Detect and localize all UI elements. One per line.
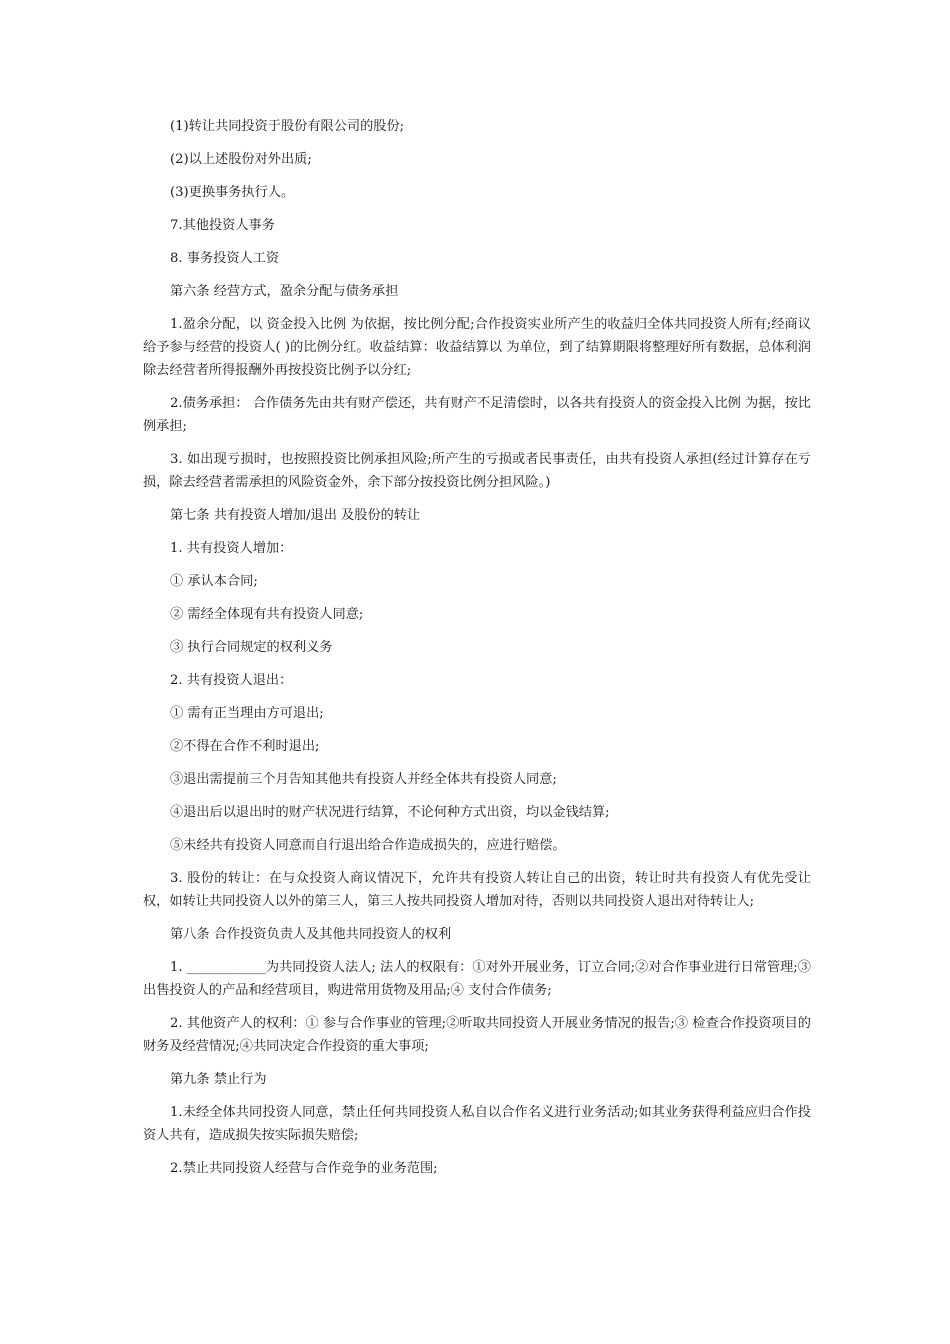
clause-line: ③ 执行合同规定的权利义务 [170, 640, 333, 655]
document-body [143, 115, 811, 1190]
clause-paragraph: 1.盈余分配，以 资金投入比例 为依据，按比例分配;合作投资实业所产生的收益归全体共同投资人所有;经商议给予参与经营的投资人( )的比例分红。收益结算：收益结算以 为单位，到了结算期限将整理好所有数据，总体利润除去经营者所得报酬外再按投资比例予以分红; [143, 317, 811, 378]
clause-paragraph: 3. 如出现亏损时，也按照投资比例承担风险;所产生的亏损或者民事责任，由共有投资人承担(经过计算存在亏损，除去经营者需承担的风险资金外，余下部分按投资比例分担风险。) [143, 452, 811, 490]
clause-line: 8. 事务投资人工资 [170, 251, 280, 266]
article-heading: 第六条 经营方式，盈余分配与债务承担 [170, 284, 399, 299]
article-heading: 第九条 禁止行为 [170, 1072, 267, 1087]
clause-line: ② 需经全体现有共有投资人同意; [170, 607, 364, 622]
clause-line: 2.禁止共同投资人经营与合作竞争的业务范围; [170, 1161, 438, 1176]
clause-line: 7.其他投资人事务 [170, 218, 275, 233]
clause-line: (2)以上述股份对外出质; [170, 152, 312, 167]
clause-line: 2. 共有投资人退出： [170, 673, 293, 688]
clause-paragraph: 3. 股份的转让：在与众投资人商议情况下，允许共有投资人转让自己的出资，转让时共有投资人有优先受让权，如转让共同投资人以外的第三人，第三人按共同投资人增加对待，否则以共同投资人退出对待转让人; [143, 871, 811, 909]
clause-line: ②不得在合作不利时退出; [170, 739, 320, 754]
clause-line: (3)更换事务执行人。 [170, 185, 295, 200]
clause-paragraph: 2. 其他资产人的权利：① 参与合作事业的管理;②听取共同投资人开展业务情况的报告;③ 检查合作投资项目的财务及经营情况;④共同决定合作投资的重大事项; [143, 1016, 811, 1054]
clause-line: ④退出后以退出时的财产状况进行结算，不论何种方式出资，均以金钱结算; [170, 805, 610, 820]
clause-line: 1. 共有投资人增加： [170, 541, 293, 556]
article-heading: 第七条 共有投资人增加/退出 及股份的转让 [170, 508, 421, 523]
clause-paragraph: 1.未经全体共同投资人同意，禁止任何共同投资人私自以合作名义进行业务活动;如其业务获得利益应归合作投资人共有，造成损失按实际损失赔偿; [143, 1105, 811, 1143]
clause-line: ⑤未经共有投资人同意而自行退出给合作造成损失的，应进行赔偿。 [170, 838, 566, 853]
clause-paragraph: 1. ____________为共同投资人法人; 法人的权限有：①对外开展业务，订立合同;②对合作事业进行日常管理;③出售投资人的产品和经营项目，购进常用货物及用品;④ 支付合作债务; [143, 960, 811, 998]
article-heading: 第八条 合作投资负责人及其他共同投资人的权利 [170, 927, 452, 942]
clause-line: ① 承认本合同; [170, 574, 258, 589]
clause-line: (1)转让共同投资于股份有限公司的股份; [170, 119, 405, 134]
clause-line: ① 需有正当理由方可退出; [170, 706, 324, 721]
clause-paragraph: 2.债务承担： 合作债务先由共有财产偿还，共有财产不足清偿时，以各共有投资人的资金投入比例 为据，按比例承担; [143, 396, 811, 434]
clause-line: ③退出需提前三个月告知其他共有投资人并经全体共有投资人同意; [170, 772, 557, 787]
